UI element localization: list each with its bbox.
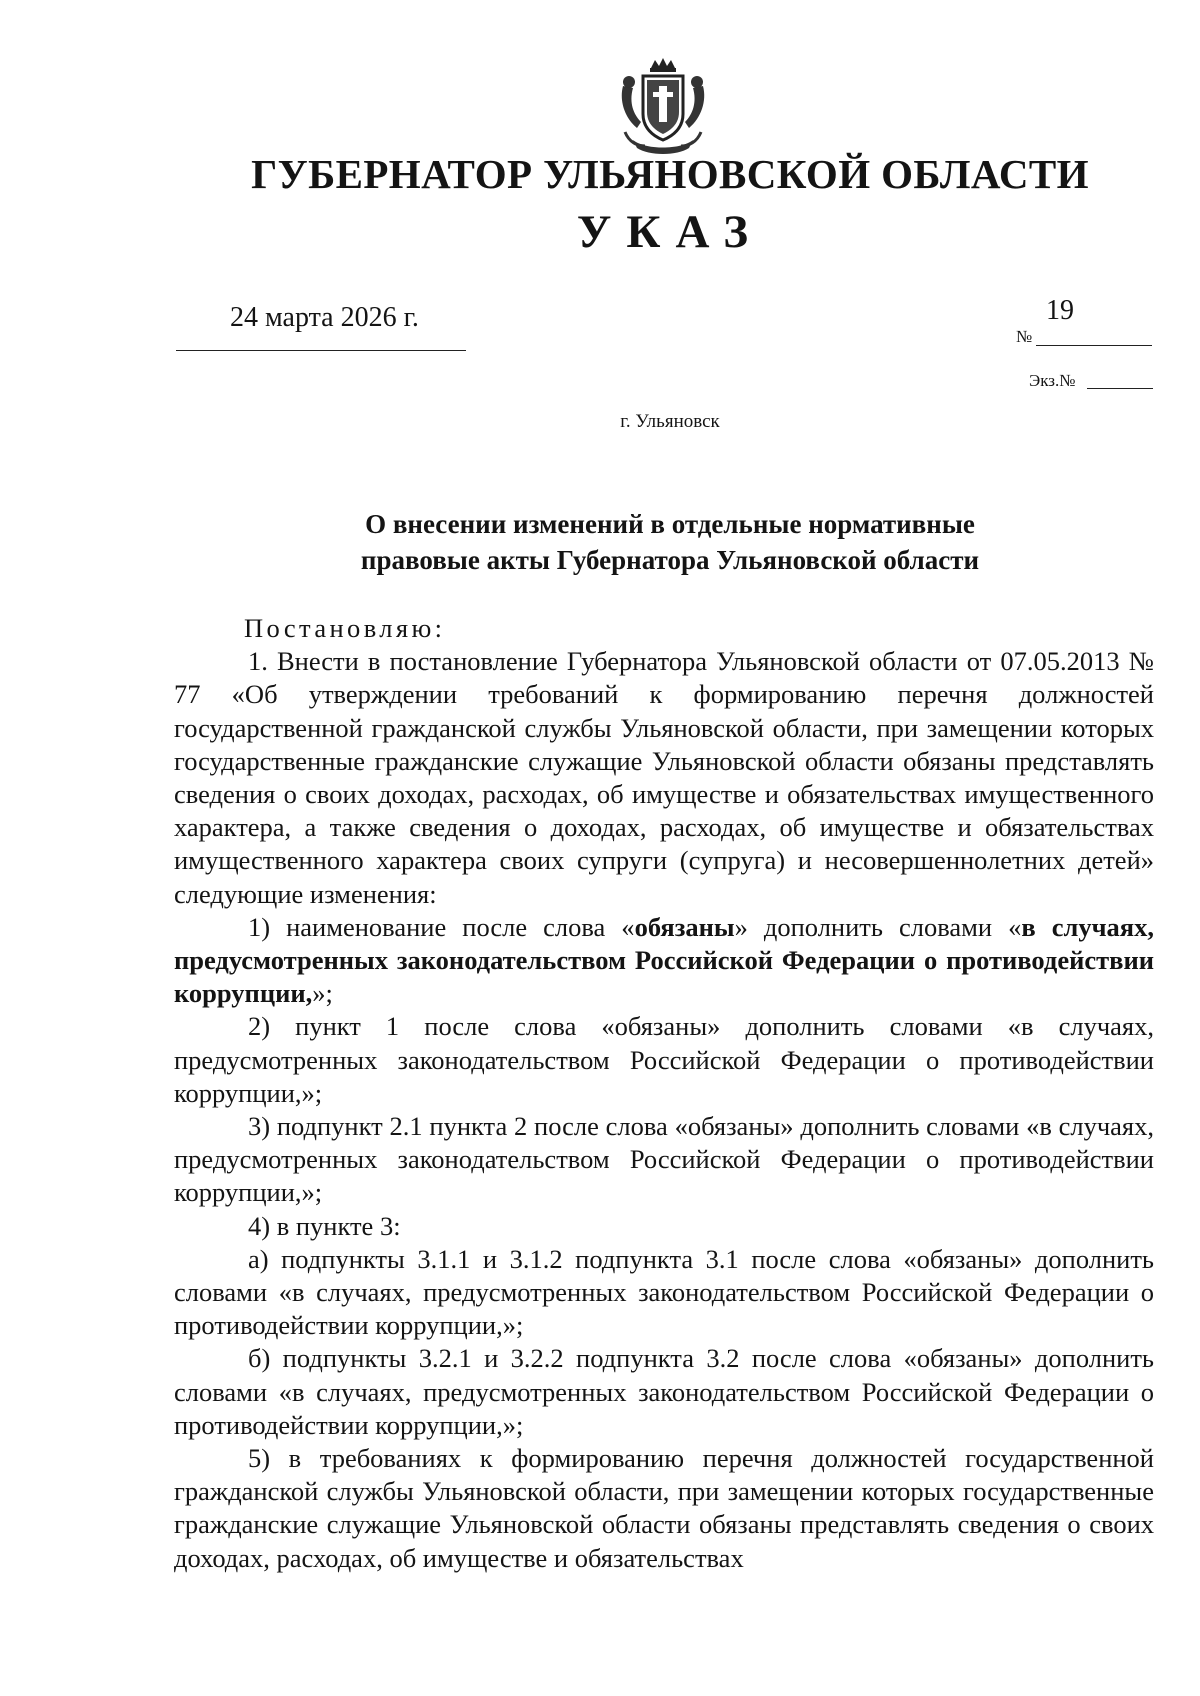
decree-word: Постановляю: [244,613,446,643]
paragraph-item-3: 3) подпункт 2.1 пункта 2 после слова «обязаны» дополнить словами «в случаях, предусмотренных законодательством Российской Федерации о противодействии коррупции,»; [174,1111,1154,1208]
title-line-2: правовые акты Губернатора Ульяновской области [360,545,980,575]
document-body [174,612,1154,1575]
city-name: г. Ульяновск [620,411,720,432]
title-line-1: О внесении изменений в отдельные нормативные [365,509,975,539]
item-1-bold-phrase: в случаях, предусмотренных законодательством Российской Федерации о противодействии коррупции, [174,911,1154,1009]
paragraph-item-1 [174,911,1154,1011]
document-date: 24 марта 2026 г. [230,302,419,333]
paragraph-item-4b: б) подпункты 3.2.1 и 3.2.2 подпункта 3.2 после слова «обязаны» дополнить словами «в случаях, предусмотренных законодательством Российской Федерации о противодействии коррупции,»; [174,1343,1154,1440]
item-1-text-start: 1) наименование после слова « [248,911,635,942]
item-1-bold-word: обязаны [634,911,735,942]
date-underline [176,350,466,351]
organization-heading: ГУБЕРНАТОР УЛЬЯНОВСКОЙ ОБЛАСТИ [251,151,1089,197]
document-type-heading: УКАЗ [576,206,764,258]
copy-number-label: Экз.№ [1029,371,1076,390]
paragraph-item-5: 5) в требованиях к формированию перечня должностей государственной гражданской службы Ульяновской области, при замещении которых государственные гражданские служащие Ульяновской области обязаны представлять сведения о своих доходах, расходах, об имуществе и обязательствах [174,1443,1154,1573]
document-number: 19 [1046,295,1074,326]
document-title [0,506,1200,578]
paragraph-item-2: 2) пункт 1 после слова «обязаны» дополнить словами «в случаях, предусмотренных законодательством Российской Федерации о противодействии коррупции,»; [174,1011,1154,1108]
paragraph-item-4: 4) в пункте 3: [248,1210,401,1241]
number-label: № [1016,327,1033,346]
paragraph-1: 1. Внести в постановление Губернатора Ульяновской области от 07.05.2013 № 77 «Об утверждении требований к формированию перечня должностей государственной гражданской службы Ульяновской области, при замещении которых государственные гражданские служащие Ульяновской области обязаны представлять сведения о своих доходах, расходах, об имуществе и обязательствах имущественного характера, а также сведения о доходах, расходах, об имуществе и обязательствах имущественного характера своих супруги (супруга) и несовершеннолетних детей» следующие изменения: [174,646,1154,909]
paragraph-item-4a: а) подпункты 3.1.1 и 3.1.2 подпункта 3.1 после слова «обязаны» дополнить словами «в случаях, предусмотренных законодательством Российской Федерации о противодействии коррупции,»; [174,1243,1154,1341]
number-underline [1036,345,1152,346]
item-1-text-end: »; [312,978,333,1009]
item-1-text-mid: » дополнить словами « [734,911,1022,942]
copy-number-underline [1087,388,1153,389]
ulyanovsk-coat-of-arms-icon [615,56,711,158]
